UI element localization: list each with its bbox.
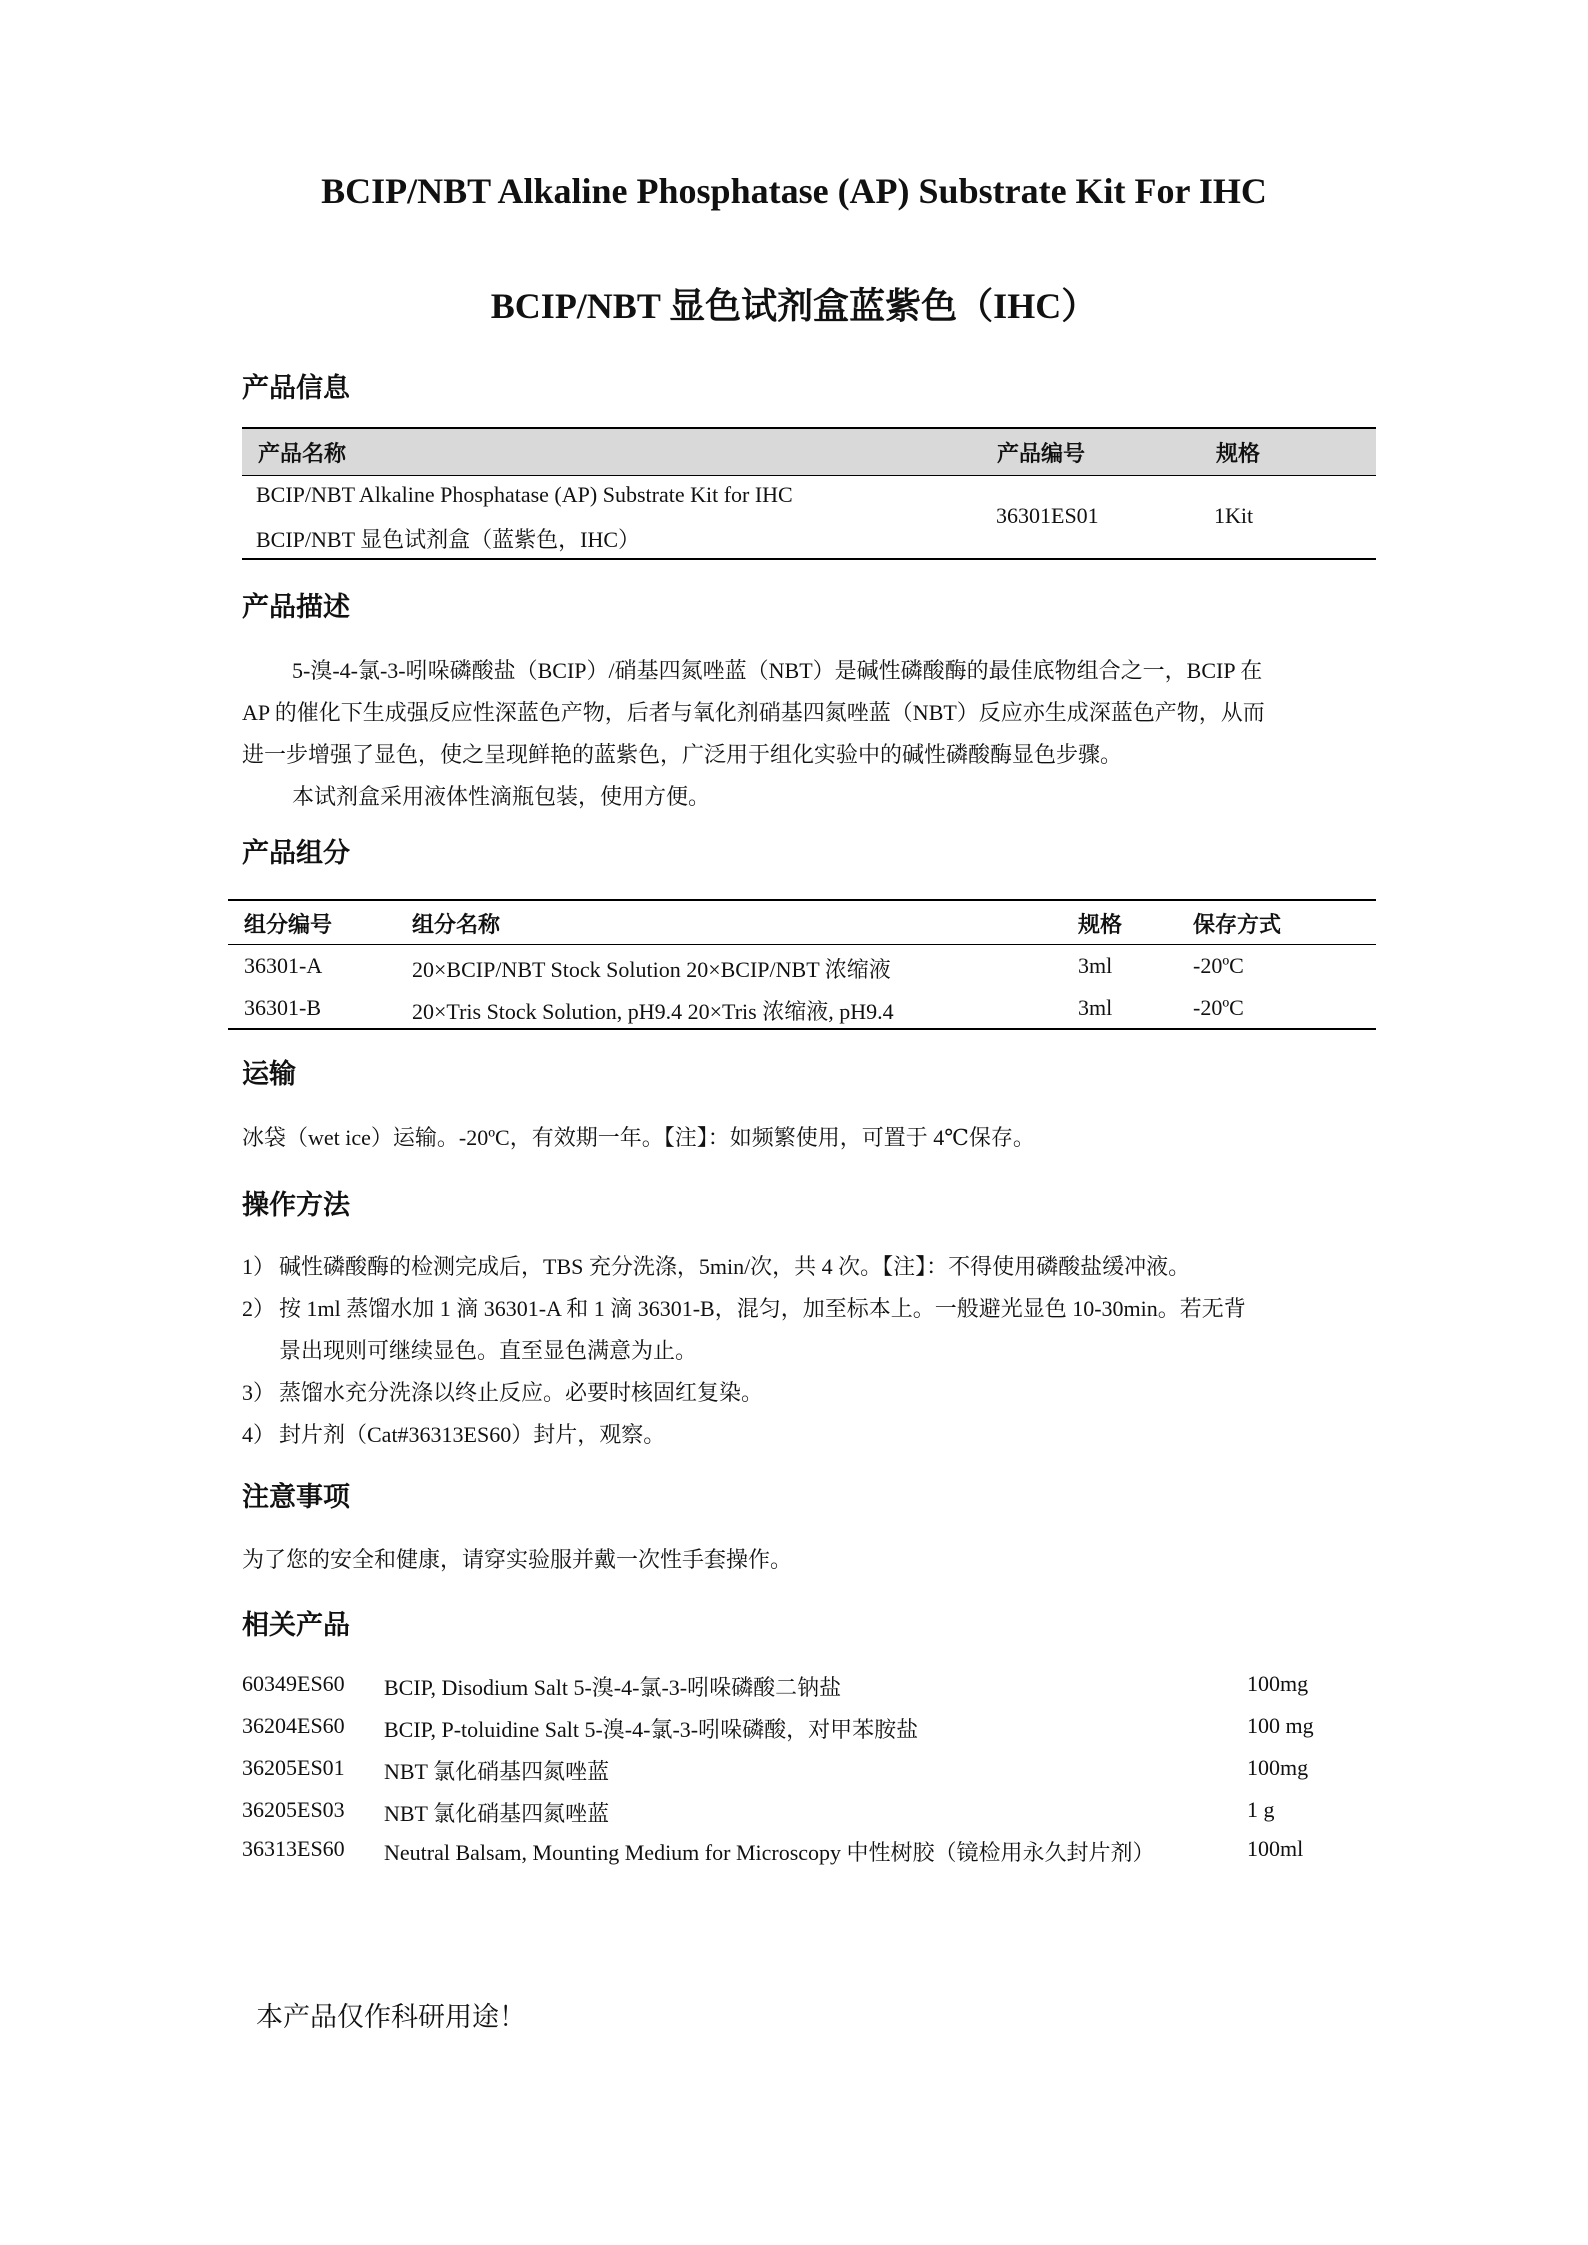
related-row-5-size: 100ml bbox=[1247, 1836, 1304, 1861]
description-line-3: 进一步增强了显色，使之呈现鲜艳的蓝紫色，广泛用于组化实验中的碱性磷酸酶显色步骤。 bbox=[242, 742, 1123, 767]
table-bottom-rule bbox=[242, 558, 1376, 560]
table-top-rule bbox=[242, 427, 1376, 429]
components-header-storage: 保存方式 bbox=[1193, 912, 1282, 937]
related-row-3-name: NBT 氯化硝基四氮唑蓝 bbox=[384, 1759, 610, 1784]
related-row-2-code: 36204ES60 bbox=[242, 1713, 345, 1738]
description-heading: 产品描述 bbox=[242, 592, 350, 622]
step-4-number: 4） bbox=[242, 1422, 276, 1447]
product-name-cn: BCIP/NBT 显色试剂盒（蓝紫色，IHC） bbox=[256, 527, 641, 552]
related-row-1-name: BCIP, Disodium Salt 5-溴-4-氯-3-吲哚磷酸二钠盐 bbox=[384, 1675, 842, 1700]
step-3-number: 3） bbox=[242, 1380, 276, 1405]
step-2-text-line-1: 按 1ml 蒸馏水加 1 滴 36301-A 和 1 滴 36301-B，混匀，加至标本上。一般避光显色 10-30min。若无背 bbox=[279, 1296, 1246, 1321]
related-row-5-name: Neutral Balsam, Mounting Medium for Microscopy 中性树胶（镜检用永久封片剂） bbox=[384, 1840, 1155, 1865]
components-top-rule bbox=[228, 899, 1376, 901]
component-row-2-spec: 3ml bbox=[1078, 995, 1113, 1020]
component-row-2-id: 36301-B bbox=[244, 995, 321, 1020]
product-info-heading: 产品信息 bbox=[242, 373, 350, 403]
related-row-3-size: 100mg bbox=[1247, 1755, 1309, 1780]
title-english: BCIP/NBT Alkaline Phosphatase (AP) Substrate Kit For IHC bbox=[321, 171, 1267, 211]
related-row-1-size: 100mg bbox=[1247, 1671, 1309, 1696]
related-heading: 相关产品 bbox=[242, 1610, 350, 1640]
components-header-spec: 规格 bbox=[1078, 912, 1123, 937]
shipping-text: 冰袋（wet ice）运输。-20ºC，有效期一年。【注】：如频繁使用，可置于 4℃保存。 bbox=[242, 1125, 1035, 1150]
component-row-1-storage: -20ºC bbox=[1193, 953, 1244, 978]
table-header-rule bbox=[242, 475, 1376, 476]
related-row-4-name: NBT 氯化硝基四氮唑蓝 bbox=[384, 1801, 610, 1826]
step-2-number: 2） bbox=[242, 1296, 276, 1321]
method-heading: 操作方法 bbox=[242, 1190, 350, 1220]
related-row-4-code: 36205ES03 bbox=[242, 1797, 345, 1822]
step-2-text-line-2: 景出现则可继续显色。直至显色满意为止。 bbox=[279, 1338, 698, 1363]
components-header-name: 组分名称 bbox=[412, 912, 501, 937]
related-row-3-code: 36205ES01 bbox=[242, 1755, 345, 1780]
shipping-heading: 运输 bbox=[242, 1059, 296, 1089]
step-3-text: 蒸馏水充分洗涤以终止反应。必要时核固红复染。 bbox=[279, 1380, 764, 1405]
related-row-5-code: 36313ES60 bbox=[242, 1836, 345, 1861]
related-row-1-code: 60349ES60 bbox=[242, 1671, 345, 1696]
step-1-text: 碱性磷酸酶的检测完成后，TBS 充分洗涤，5min/次，共 4 次。【注】：不得使用磷酸盐缓冲液。 bbox=[279, 1254, 1191, 1279]
product-name-en: BCIP/NBT Alkaline Phosphatase (AP) Substrate Kit for IHC bbox=[256, 482, 793, 507]
related-row-2-name: BCIP, P-toluidine Salt 5-溴-4-氯-3-吲哚磷酸，对甲苯胺盐 bbox=[384, 1717, 919, 1742]
title-chinese: BCIP/NBT 显色试剂盒蓝紫色（IHC） bbox=[490, 286, 1098, 326]
notes-text: 为了您的安全和健康，请穿实验服并戴一次性手套操作。 bbox=[242, 1547, 793, 1572]
step-4-text: 封片剂（Cat#36313ES60）封片，观察。 bbox=[279, 1422, 666, 1447]
step-1-number: 1） bbox=[242, 1254, 276, 1279]
component-row-1-name: 20×BCIP/NBT Stock Solution 20×BCIP/NBT 浓缩液 bbox=[412, 957, 891, 982]
description-line-2: AP 的催化下生成强反应性深蓝色产物，后者与氧化剂硝基四氮唑蓝（NBT）反应亦生成深蓝色产物，从而 bbox=[242, 700, 1265, 725]
related-row-4-size: 1 g bbox=[1247, 1797, 1275, 1822]
component-row-2-name: 20×Tris Stock Solution, pH9.4 20×Tris 浓缩液, pH9.4 bbox=[412, 999, 894, 1024]
component-row-1-spec: 3ml bbox=[1078, 953, 1113, 978]
related-row-2-size: 100 mg bbox=[1247, 1713, 1314, 1738]
product-info-header-bg bbox=[242, 428, 1376, 475]
description-line-4: 本试剂盒采用液体性滴瓶包装，使用方便。 bbox=[292, 784, 711, 809]
product-info-header-spec: 规格 bbox=[1216, 441, 1261, 466]
notes-heading: 注意事项 bbox=[242, 1482, 350, 1512]
product-info-header-code: 产品编号 bbox=[997, 441, 1086, 466]
component-row-1-id: 36301-A bbox=[244, 953, 323, 978]
components-heading: 产品组分 bbox=[242, 838, 350, 868]
product-info-header-name: 产品名称 bbox=[258, 441, 347, 466]
product-code: 36301ES01 bbox=[996, 503, 1099, 528]
product-spec: 1Kit bbox=[1214, 503, 1254, 528]
components-header-id: 组分编号 bbox=[244, 912, 333, 937]
description-line-1: 5-溴-4-氯-3-吲哚磷酸盐（BCIP）/硝基四氮唑蓝（NBT）是碱性磷酸酶的最佳底物组合之一，BCIP 在 bbox=[292, 658, 1263, 683]
component-row-2-storage: -20ºC bbox=[1193, 995, 1244, 1020]
components-bottom-rule bbox=[228, 1028, 1376, 1030]
research-use-only-notice: 本产品仅作科研用途！ bbox=[256, 2002, 526, 2032]
components-header-rule bbox=[228, 944, 1376, 945]
